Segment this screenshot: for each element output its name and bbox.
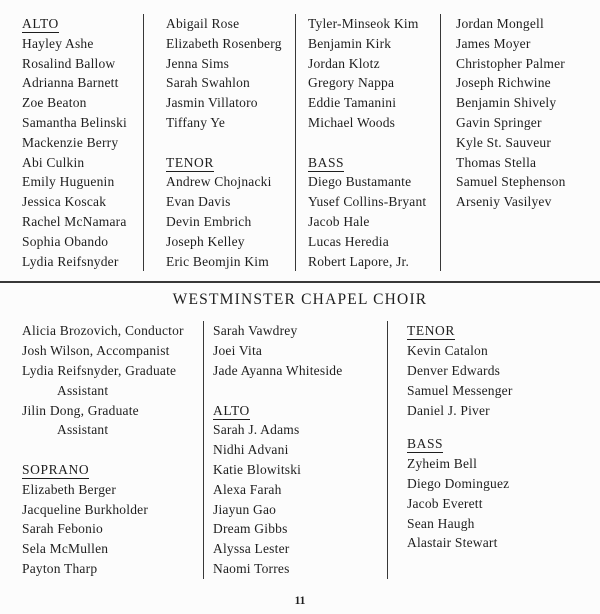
voice-header-alto-2-label: ALTO (213, 402, 250, 418)
roster-name: Diego Dominguez (407, 475, 510, 491)
spacer (213, 381, 387, 401)
roster-name: Payton Tharp (22, 560, 98, 576)
top-column-4 (441, 14, 600, 271)
roster-name: Elizabeth Rosenberg (166, 35, 282, 51)
roster-name: Sela McMullen (22, 541, 109, 557)
roster-name: Joei Vita (213, 343, 263, 359)
roster-name: Jacqueline Burkholder (22, 501, 149, 517)
roster-name: Thomas Stella (456, 154, 537, 170)
roster-name: Jessica Koscak (22, 194, 107, 210)
choir-title: WESTMINSTER CHAPEL CHOIR (172, 291, 428, 309)
voice-header-bass-2 (407, 434, 600, 454)
roster-name: Benjamin Kirk (308, 35, 392, 51)
roster-name: Sarah J. Adams (213, 422, 300, 438)
voice-header-tenor-2-label: TENOR (407, 323, 455, 339)
roster-name: Gavin Springer (456, 114, 542, 130)
voice-header-soprano-label: SOPRANO (22, 461, 90, 477)
staff-credit-wrap: Assistant (57, 382, 109, 398)
roster-name: Jordan Mongell (456, 16, 544, 31)
roster-name: Gregory Nappa (308, 75, 395, 91)
roster-name: Elizabeth Berger (22, 481, 117, 497)
roster-name: Arseniy Vasilyev (456, 194, 552, 210)
staff-credit: Alicia Brozovich, Conductor (22, 323, 184, 339)
roster-name: Daniel J. Piver (407, 402, 490, 418)
bottom-roster (0, 321, 600, 578)
spacer (166, 133, 295, 153)
program-page (0, 14, 600, 614)
roster-name: Rachel McNamara (22, 213, 127, 229)
roster-name: Naomi Torres (213, 560, 290, 576)
roster-name: Andrew Chojnacki (166, 174, 272, 190)
roster-name: Katie Blowitski (213, 461, 302, 477)
spacer (407, 420, 600, 434)
roster-name: Christopher Palmer (456, 55, 565, 71)
section-divider-rule (0, 281, 600, 283)
voice-header-bass-2-label: BASS (407, 436, 444, 452)
roster-name: Abi Culkin (22, 154, 85, 170)
roster-name: Adrianna Barnett (22, 75, 119, 91)
roster-name: Abigail Rose (166, 16, 240, 31)
roster-name: Lucas Heredia (308, 233, 389, 249)
roster-name: Jordan Klotz (308, 55, 380, 71)
roster-name: Mackenzie Berry (22, 134, 119, 150)
voice-header-tenor (166, 153, 295, 173)
roster-name: Kevin Catalon (407, 343, 488, 359)
voice-header-alto-label: ALTO (22, 16, 59, 31)
roster-name: Joseph Kelley (166, 233, 245, 249)
voice-header-tenor-2 (407, 321, 600, 341)
roster-name: Jiayun Gao (213, 501, 277, 517)
top-column-3 (296, 14, 441, 271)
roster-name: Rosalind Ballow (22, 55, 116, 71)
roster-name: Eric Beomjin Kim (166, 253, 269, 269)
roster-name: Devin Embrich (166, 213, 252, 229)
roster-name: Samuel Messenger (407, 382, 513, 398)
spacer (22, 440, 203, 460)
roster-name: Zyheim Bell (407, 456, 478, 472)
roster-name: Robert Lapore, Jr. (308, 253, 410, 269)
staff-credit: Lydia Reifsnyder, Graduate (22, 362, 177, 378)
roster-name: Yusef Collins-Bryant (308, 194, 427, 210)
roster-name: Lydia Reifsnyder (22, 253, 119, 269)
roster-name: Alexa Farah (213, 481, 282, 497)
roster-name: Jade Ayanna Whiteside (213, 362, 343, 378)
roster-name: Kyle St. Sauveur (456, 134, 552, 150)
roster-name: Eddie Tamanini (308, 95, 397, 111)
top-roster (0, 14, 600, 271)
voice-header-alto-2 (213, 401, 387, 421)
roster-name: Michael Woods (308, 114, 396, 130)
roster-name: Denver Edwards (407, 362, 501, 378)
voice-header-bass (308, 153, 440, 173)
staff-credit-wrap: Assistant (57, 422, 109, 438)
roster-name: Alastair Stewart (407, 535, 498, 551)
roster-name: Jasmin Villatoro (166, 95, 258, 111)
roster-name: Emily Huguenin (22, 174, 115, 190)
page-number: 11 (294, 595, 306, 607)
voice-header-alto (22, 14, 143, 34)
staff-credit: Jilin Dong, Graduate (22, 402, 139, 418)
bottom-column-2 (204, 321, 388, 578)
roster-name: Sarah Febonio (22, 521, 103, 537)
roster-name: Jacob Everett (407, 495, 483, 511)
voice-header-bass-label: BASS (308, 154, 345, 170)
roster-name: Sean Haugh (407, 515, 475, 531)
spacer (308, 133, 440, 153)
top-column-2 (144, 14, 296, 271)
roster-name: Samantha Belinski (22, 114, 128, 130)
voice-header-tenor-label: TENOR (166, 154, 214, 170)
voice-header-soprano (22, 460, 203, 480)
roster-name: Diego Bustamante (308, 174, 412, 190)
staff-credit: Josh Wilson, Accompanist (22, 343, 170, 359)
roster-name: Tyler-Minseok Kim (308, 16, 419, 31)
roster-name: Jacob Hale (308, 213, 370, 229)
roster-name: Evan Davis (166, 194, 231, 210)
roster-name: Tiffany Ye (166, 114, 226, 130)
top-column-1 (0, 14, 144, 271)
roster-name: Zoe Beaton (22, 95, 87, 111)
roster-name: Samuel Stephenson (456, 174, 566, 190)
roster-name: Benjamin Shively (456, 95, 557, 111)
bottom-column-1 (0, 321, 204, 578)
roster-name: Dream Gibbs (213, 521, 288, 537)
roster-name: Sarah Swahlon (166, 75, 250, 91)
roster-name: Jenna Sims (166, 55, 230, 71)
roster-name: Sophia Obando (22, 233, 109, 249)
bottom-column-3 (388, 321, 600, 578)
roster-name: Nidhi Advani (213, 442, 289, 458)
roster-name: Hayley Ashe (22, 35, 94, 51)
roster-name: Joseph Richwine (456, 75, 551, 91)
roster-name: Alyssa Lester (213, 541, 290, 557)
roster-name: Sarah Vawdrey (213, 323, 298, 339)
roster-name: James Moyer (456, 35, 531, 51)
